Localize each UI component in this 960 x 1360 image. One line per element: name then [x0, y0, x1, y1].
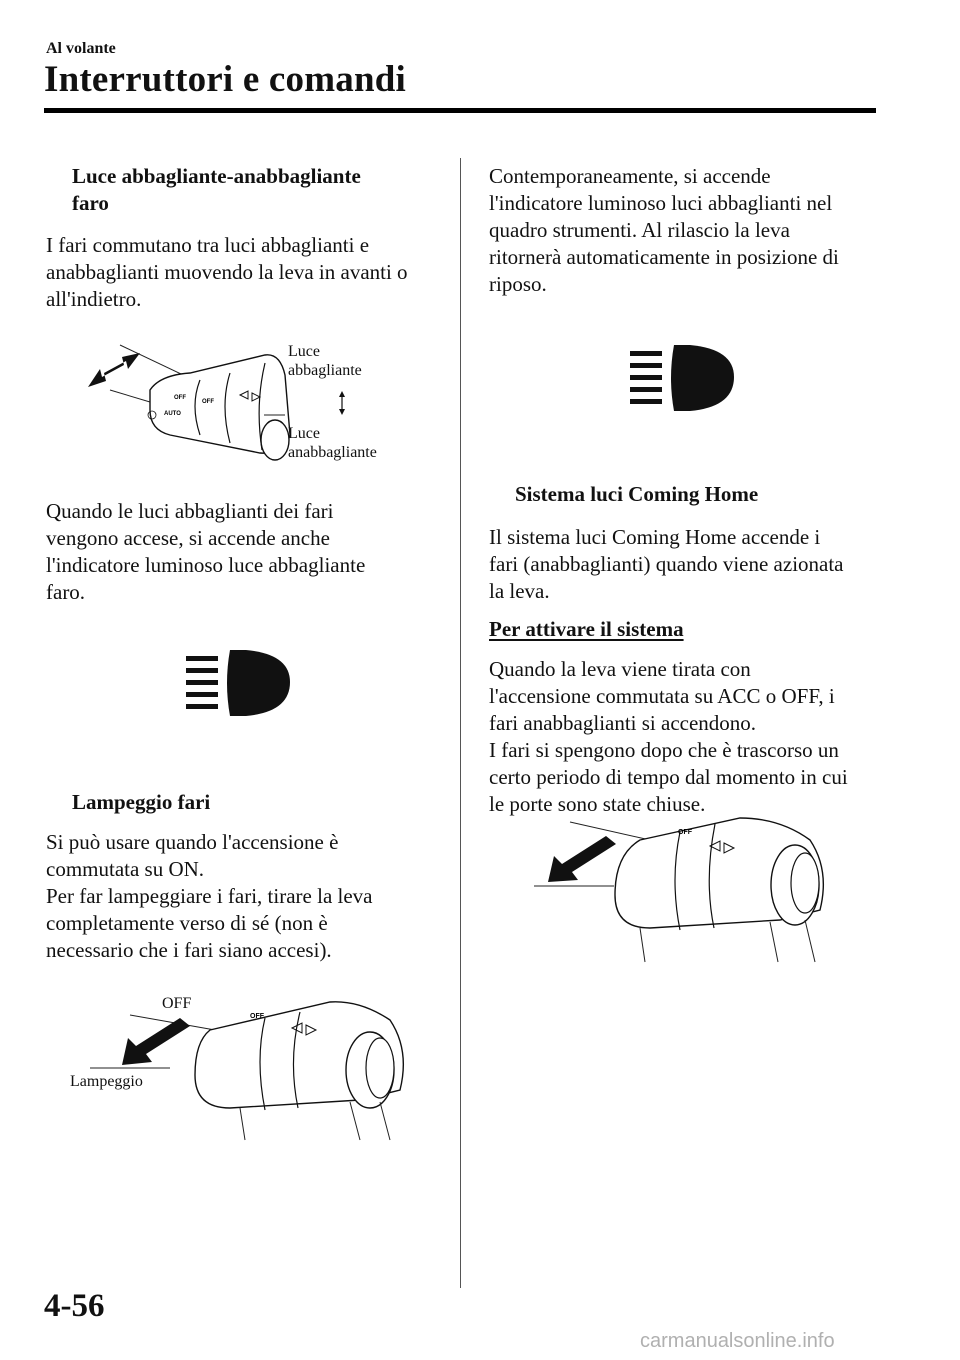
subheading-activate: Per attivare il sistema [489, 617, 684, 641]
heading-high-low-beam: Luce abbagliante-anabbagliante faro [72, 164, 361, 215]
label-flash: Lampeggio [70, 1073, 143, 1090]
up-down-arrow-icon [339, 391, 345, 415]
svg-text:OFF: OFF [250, 1013, 264, 1020]
lever-coming-home-illustration [520, 810, 840, 970]
heading-flash: Lampeggio fari [72, 790, 211, 814]
label-low-beam: Luce anabbagliante [288, 425, 377, 461]
page-number: 4-56 [44, 1288, 105, 1324]
paragraph-coming-home: Il sistema luci Coming Home accende i fari (anabbaglianti) quando viene azionata la leva. [489, 525, 844, 603]
high-beam-indicator-icon-2 [630, 345, 736, 411]
heading-coming-home: Sistema luci Coming Home [515, 482, 759, 506]
high-beam-indicator-icon [186, 650, 292, 716]
label-off: OFF [162, 995, 192, 1012]
svg-text:OFF: OFF [174, 395, 186, 401]
lever-flash-illustration [60, 990, 420, 1150]
label-high-beam: Luce abbagliante [288, 343, 362, 379]
svg-text:OFF: OFF [202, 399, 214, 405]
title-rule [44, 108, 876, 113]
watermark-footer: carmanualsonline.info [640, 1330, 835, 1352]
pull-arrow-icon [122, 1018, 190, 1065]
paragraph-indicator: Quando le luci abbaglianti dei fari vengono accese, si accende anche l'indicatore luminoso luce abbagliante faro. [46, 499, 366, 604]
pull-arrow-icon-2 [548, 836, 616, 882]
svg-text:OFF: OFF [678, 829, 692, 836]
section-label: Al volante [46, 40, 116, 57]
paragraph-activate: Quando la leva viene tirata con l'accensione commutata su ACC o OFF, i fari anabbaglianti si accendono. I fari si spengono dopo che è trascorso un certo periodo di tempo dal momento in cui le porte sono state chiuse. [489, 657, 848, 816]
paragraph-beam-switch: I fari commutano tra luci abbaglianti e anabbaglianti muovendo la leva in avanti o all'indietro. [46, 233, 408, 311]
page-title: Interruttori e comandi [44, 59, 406, 100]
svg-text:AUTO: AUTO [164, 411, 181, 417]
paragraph-simultaneous: Contemporaneamente, si accende l'indicatore luminoso luci abbaglianti nel quadro strumenti. Al rilascio la leva ritornerà automaticamente in posizione di riposo. [489, 164, 839, 296]
paragraph-flash: Si può usare quando l'accensione è commutata su ON. Per far lampeggiare i fari, tirare la leva completamente verso di sé (non è necessario che i fari siano accesi). [46, 830, 373, 962]
column-divider [460, 158, 461, 1288]
double-arrow-icon [88, 353, 140, 387]
